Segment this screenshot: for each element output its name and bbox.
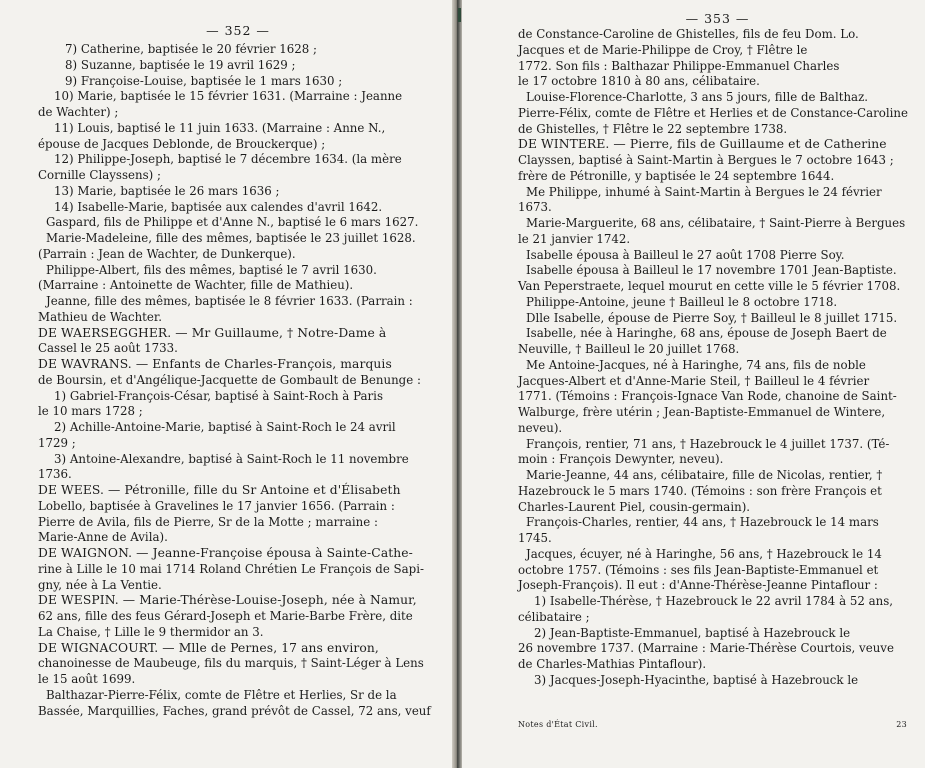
- text-line: (Marraine : Antoinette de Wachter, fille de Mathieu).: [38, 278, 354, 293]
- text-line: Marie-Madeleine, fille des mêmes, baptisée le 23 juillet 1628.: [46, 231, 416, 245]
- text-line: frère de Pétronille, y baptisée le 24 septembre 1644.: [518, 168, 835, 183]
- text-line: 1) Isabelle-Thérèse, † Hazebrouck le 22 avril 1784 à 52 ans,: [534, 594, 894, 608]
- text-line: rine à Lille le 10 mai 1714 Roland Chrétien Le François de Sapi-: [38, 561, 424, 576]
- text-line: La Chaise, † Lille le 9 thermidor an 3.: [38, 624, 264, 639]
- text-line: Philippe-Antoine, jeune † Bailleul le 8 octobre 1718.: [526, 294, 838, 309]
- text-line: Jacques et de Marie-Philippe de Croy, † Flêtre le: [518, 42, 808, 57]
- text-line: Balthazar-Pierre-Félix, comte de Flêtre et Herlies, Sr de la: [46, 687, 397, 702]
- right-entries: [518, 27, 917, 689]
- text-line: DE WEES. — Pétronille, fille du Sr Antoine et d'Élisabeth: [38, 483, 401, 497]
- text-line: Cornille Clayssens) ;: [38, 168, 161, 182]
- text-line: DE WIGNACOURT. — Mlle de Pernes, 17 ans environ,: [38, 640, 379, 655]
- text-line: Gaspard, fils de Philippe et d'Anne N., baptisé le 6 mars 1627.: [46, 215, 419, 230]
- text-line: Walburge, frère utérin ; Jean-Baptiste-Emmanuel de Wintere,: [518, 405, 886, 419]
- text-line: Marie-Anne de Avila).: [38, 530, 168, 545]
- text-line: Hazebrouck le 5 mars 1740. (Témoins : son frère François et: [518, 483, 882, 498]
- text-line: 10) Marie, baptisée le 15 février 1631. (Marraine : Jeanne: [54, 89, 403, 104]
- text-line: 1745.: [518, 531, 552, 545]
- text-line: de Wachter) ;: [38, 105, 119, 119]
- text-line: Charles-Laurent Piel, cousin-germain).: [518, 499, 751, 514]
- text-line: Mathieu de Wachter.: [38, 309, 162, 324]
- text-line: 1673.: [518, 200, 552, 215]
- text-line: Lobello, baptisée à Gravelines le 17 janvier 1656. (Parrain :: [38, 498, 395, 513]
- text-line: Bassée, Marquillies, Faches, grand prévôt de Cassel, 72 ans, veuf: [38, 703, 431, 718]
- text-line: le 17 octobre 1810 à 80 ans, célibataire.: [518, 74, 760, 89]
- right-page: [462, 0, 925, 768]
- page-number: — 353 —: [685, 11, 750, 26]
- text-line: de Charles-Mathias Pintaflour).: [518, 657, 707, 671]
- text-line: Van Peperstraete, lequel mourut en cette ville le 5 février 1708.: [518, 279, 901, 293]
- text-line: DE WINTERE. — Pierre, fils de Guillaume et de Catherine: [518, 137, 887, 152]
- text-line: le 10 mars 1728 ;: [38, 404, 143, 419]
- text-line: 9) Françoise-Louise, baptisée le 1 mars 1630 ;: [65, 73, 343, 88]
- page-footer: [518, 720, 907, 729]
- gutter-ribbon: [458, 8, 461, 22]
- text-line: Isabelle épousa à Bailleul le 27 août 1708 Pierre Soy.: [526, 247, 845, 262]
- text-line: Philippe-Albert, fils des mêmes, baptisé le 7 avril 1630.: [46, 262, 377, 277]
- text-line: de Constance-Caroline de Ghistelles, fils de feu Dom. Lo.: [518, 27, 859, 41]
- footer-title: Notes d'État Civil.: [518, 720, 598, 729]
- text-line: octobre 1757. (Témoins : ses fils Jean-Baptiste-Emmanuel et: [518, 562, 879, 577]
- text-line: 26 novembre 1737. (Marraine : Marie-Thérèse Courtois, veuve: [518, 641, 894, 656]
- text-line: Clayssen, baptisé à Saint-Martin à Bergues le 7 octobre 1643 ;: [518, 153, 894, 167]
- text-line: 14) Isabelle-Marie, baptisée aux calendes d'avril 1642.: [54, 199, 383, 214]
- page-number: — 352 —: [206, 23, 270, 38]
- text-line: moin : François Dewynter, neveu).: [518, 452, 724, 467]
- text-line: 2) Jean-Baptiste-Emmanuel, baptisé à Hazebrouck le: [534, 625, 851, 640]
- text-line: 1771. (Témoins : François-Ignace Van Rode, chanoine de Saint-: [518, 389, 897, 404]
- text-line: Jacques-Albert et d'Anne-Marie Steil, † Bailleul le 4 février: [518, 373, 870, 388]
- text-line: de Ghistelles, † Flêtre le 22 septembre 1738.: [518, 121, 788, 136]
- text-line: chanoinesse de Maubeuge, fils du marquis, † Saint-Léger à Lens: [38, 656, 424, 671]
- text-line: Jacques, écuyer, né à Haringhe, 56 ans, † Hazebrouck le 14: [526, 546, 882, 561]
- text-line: 7) Catherine, baptisée le 20 février 1628 ;: [65, 42, 317, 56]
- text-line: 8) Suzanne, baptisée le 19 avril 1629 ;: [65, 57, 296, 72]
- text-line: épouse de Jacques Deblonde, de Brouckerque) ;: [38, 136, 326, 151]
- text-line: DE WAIGNON. — Jeanne-Françoise épousa à Sainte-Cathe-: [38, 546, 413, 560]
- text-line: 13) Marie, baptisée le 26 mars 1636 ;: [54, 183, 280, 198]
- text-line: Me Philippe, inhumé à Saint-Martin à Bergues le 24 février: [526, 184, 882, 199]
- text-line: de Boursin, et d'Angélique-Jacquette de Gombault de Benunge :: [38, 372, 421, 387]
- text-line: Jeanne, fille des mêmes, baptisée le 8 février 1633. (Parrain :: [46, 294, 413, 308]
- text-line: (Parrain : Jean de Wachter, de Dunkerque).: [38, 246, 296, 261]
- footer-sheet-number: 23: [896, 720, 907, 729]
- text-line: DE WESPIN. — Marie-Thérèse-Louise-Joseph, née à Namur,: [38, 593, 417, 608]
- left-entries: [38, 42, 438, 719]
- text-line: gny, née à La Ventie.: [38, 577, 162, 592]
- text-line: 3) Jacques-Joseph-Hyacinthe, baptisé à Hazebrouck le: [534, 672, 859, 687]
- text-line: célibataire ;: [518, 609, 590, 624]
- text-line: 1772. Son fils : Balthazar Philippe-Emmanuel Charles: [518, 58, 840, 73]
- text-line: Isabelle épousa à Bailleul le 17 novembre 1701 Jean-Baptiste.: [526, 263, 897, 278]
- text-line: Pierre de Avila, fils de Pierre, Sr de la Motte ; marraine :: [38, 514, 378, 529]
- text-line: DE WAERSEGGHER. — Mr Guillaume, † Notre-Dame à: [38, 325, 387, 340]
- text-line: 1) Gabriel-François-César, baptisé à Saint-Roch à Paris: [54, 388, 383, 403]
- text-line: Marie-Jeanne, 44 ans, célibataire, fille de Nicolas, rentier, †: [526, 468, 883, 482]
- book-gutter: [452, 0, 462, 768]
- text-line: 1736.: [38, 467, 72, 482]
- text-line: 11) Louis, baptisé le 11 juin 1633. (Marraine : Anne N.,: [54, 120, 386, 135]
- left-page: [0, 0, 452, 768]
- text-line: Neuville, † Bailleul le 20 juillet 1768.: [518, 342, 740, 356]
- text-line: Pierre-Félix, comte de Flêtre et Herlies et de Constance-Caroline: [518, 105, 908, 120]
- text-line: DE WAVRANS. — Enfants de Charles-François, marquis: [38, 357, 392, 371]
- text-line: neveu).: [518, 420, 563, 435]
- text-line: François, rentier, 71 ans, † Hazebrouck le 4 juillet 1737. (Té-: [526, 436, 890, 451]
- text-line: François-Charles, rentier, 44 ans, † Hazebrouck le 14 mars: [526, 515, 879, 530]
- text-line: 12) Philippe-Joseph, baptisé le 7 décembre 1634. (la mère: [54, 152, 402, 167]
- text-line: Louise-Florence-Charlotte, 3 ans 5 jours, fille de Balthaz.: [526, 90, 869, 104]
- text-line: Joseph-François). Il eut : d'Anne-Thérèse-Jeanne Pintaflour :: [518, 578, 878, 593]
- text-line: 62 ans, fille des feus Gérard-Joseph et Marie-Barbe Frère, dite: [38, 609, 413, 623]
- text-line: 3) Antoine-Alexandre, baptisé à Saint-Roch le 11 novembre: [54, 451, 409, 466]
- text-line: Cassel le 25 août 1733.: [38, 341, 178, 356]
- text-line: 1729 ;: [38, 435, 76, 450]
- text-line: Me Antoine-Jacques, né à Haringhe, 74 ans, fils de noble: [526, 357, 866, 372]
- text-line: le 21 janvier 1742.: [518, 231, 631, 246]
- text-line: Isabelle, née à Haringhe, 68 ans, épouse de Joseph Baert de: [526, 326, 887, 341]
- text-line: le 15 août 1699.: [38, 672, 136, 686]
- text-line: 2) Achille-Antoine-Marie, baptisé à Saint-Roch le 24 avril: [54, 420, 396, 434]
- text-line: Dlle Isabelle, épouse de Pierre Soy, † Bailleul le 8 juillet 1715.: [526, 310, 898, 325]
- text-line: Marie-Marguerite, 68 ans, célibataire, † Saint-Pierre à Bergues: [526, 216, 906, 230]
